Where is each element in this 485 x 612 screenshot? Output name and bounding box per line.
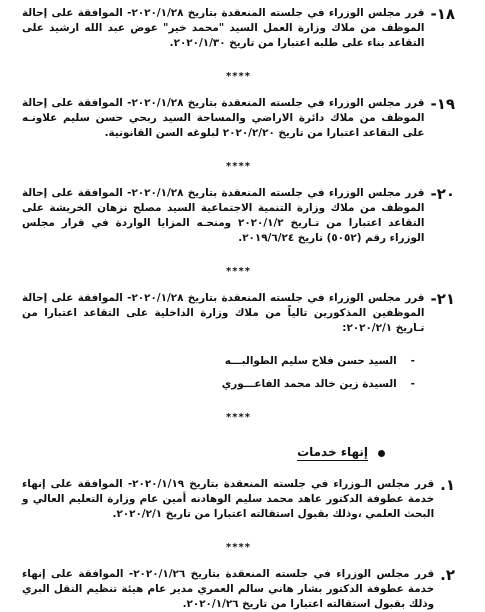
item-number: ١٨- [430,5,455,23]
termination-item-2 [22,567,455,612]
separator: **** [226,266,251,277]
decision-item-20 [22,186,455,246]
item-text: قرر مجلس الـوزراء في جلسته المنعقدة بتاريخ ٢٠٢٠/١/١٩- الموافقة على إنهاء خدمة عطوفة الدكتور عاهد محمد سليم الوهادنه أمين عام وزارة التعليم العالي و البحث العلمي ،وذلك بقبول استقالته اعتبارا من تاريخ ٢٠٢٠/٢/١. [22,478,435,520]
section-heading [22,445,455,461]
item-number: ١. [440,476,455,494]
list-item [22,354,415,369]
item-number: ٢. [440,566,455,584]
item-number: ٢١- [430,290,455,308]
list-item [22,377,415,392]
item-text: قرر مجلس الوزراء في جلسته المنعقدة بتاريخ ٢٠٢٠/١/٢٦- الموافقة على إنهاء خدمة عطوفة الدكتور بشار هاني سالم العمري مدير عام هيئة تنظيم النقل البري وذلك بقبول استقالته اعتبارا من تاريخ ٢٠٢٠/١/٢٦. [22,568,435,610]
item-text: قرر مجلس الوزراء في جلسته المنعقدة بتاريخ ٢٠٢٠/١/٢٨- الموافقة على إحالة الموظف من ملاك وزارة العمل السيد "محمد خير" عوض عبد الله ارشيد على التقاعد بناء على طلبه اعتبارا من تاريخ ٢٠٢٠/١/٣٠. [22,7,425,49]
item-number: ٢٠- [430,185,455,203]
bullet-icon [378,450,385,457]
item-text: قرر مجلس الوزراء في جلسته المنعقدة بتاريخ ٢٠٢٠/١/٢٨- الموافقة على إحالة الموظف من ملاك دائرة الاراضي والمساحة السيد ربحي حسن سليم علاونـه على التقاعد اعتبارا من تاريخ ٢٠٢٠/٢/٢٠ لبلوغه السن القانونية. [22,97,425,139]
termination-item-1 [22,477,455,522]
dash-marker: - [410,355,415,367]
decision-item-19 [22,96,455,141]
decision-item-21 [22,291,455,336]
section-heading-label: إنهاء خدمات [297,445,368,459]
item-text: قرر مجلس الوزراء في جلسته المنعقدة بتاريخ ٢٠٢٠/١/٢٨- الموافقة على إحالة الموظف من ملاك وزارة التنمية الاجتماعية السيد مصلح نزهان الخريشة على التقاعد اعتبارا من تـاريخ ٢٠٢٠/١/٢ ومنحـه المزايا الواردة في قرار مجلس الوزراء رقم (٥٠٥٢) تاريخ ٢٠١٩/٦/٢٤. [22,187,425,244]
separator: **** [226,161,251,172]
retiree-list [22,354,455,392]
item-text: قرر مجلس الوزراء في جلسته المنعقدة بتاريخ ٢٠٢٠/١/٢٨- الموافقة على إحالة الموظفين المذكورين تالياً من ملاك وزارة الداخلية على التقاعد اعتبارا من تـاريخ ٢٠٢٠/٢/١: [22,292,425,334]
separator: **** [226,412,251,423]
person-name: السيدة زين خالد محمد الفاعـــوري [221,378,397,390]
separator: **** [226,71,251,82]
decision-item-18 [22,6,455,51]
item-number: ١٩- [430,95,455,113]
person-name: السيد حسن فلاح سليم الطوالبـــه [224,355,397,367]
separator: **** [226,542,251,553]
dash-marker: - [410,378,415,390]
